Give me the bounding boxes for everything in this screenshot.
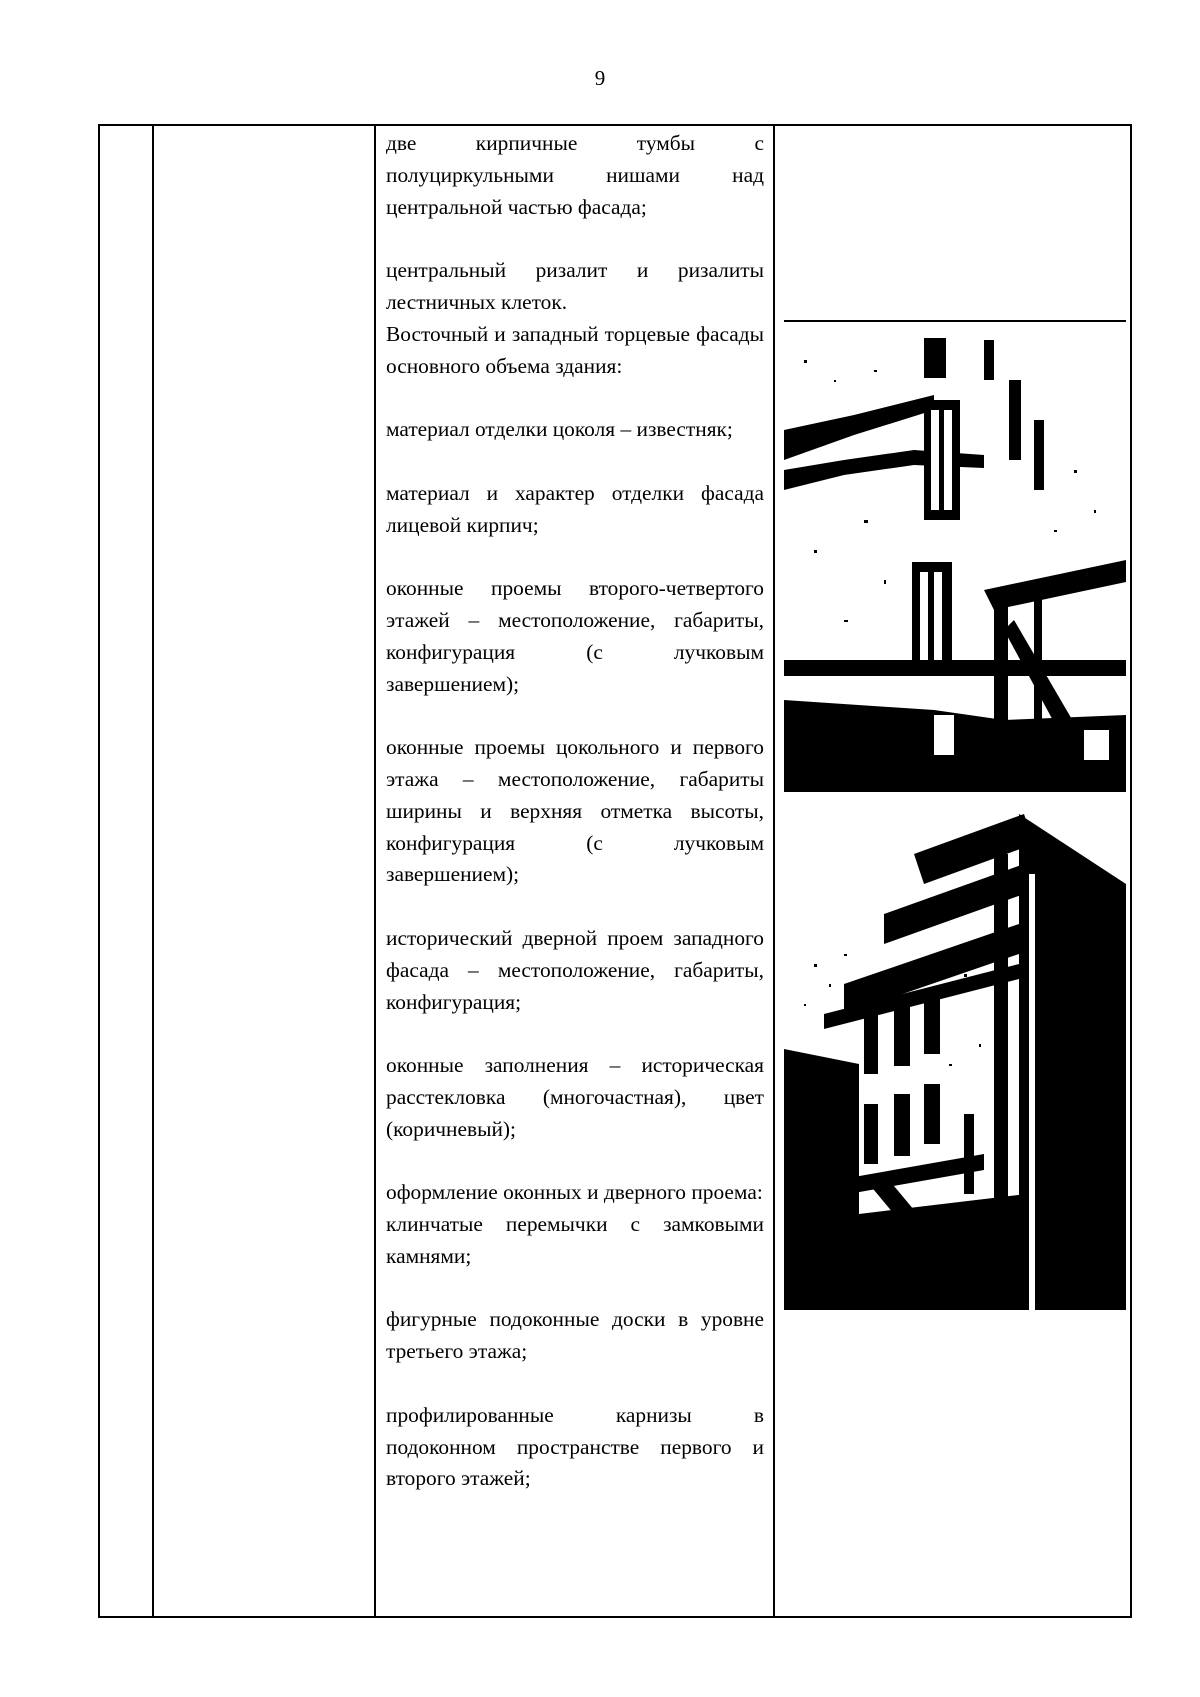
paragraph: клинчатые перемычки с замковыми камнями; [386,1212,764,1268]
table-column-divider [773,126,775,1616]
paragraph: оформление оконных и дверного проема: [386,1180,763,1205]
paragraph: центральный ризалит и ризалиты лестничных клеток. [386,258,764,314]
paragraph: две кирпичные тумбы с полуциркульными нишами над центральной частью фасада; [386,131,764,219]
table-column-divider [152,126,154,1616]
paragraph: исторический дверной проем западного фасада – местоположение, габариты, конфигурация; [386,925,764,1014]
page-number: 9 [594,66,606,90]
paragraph: профилированные карнизы в подоконном пространстве первого и второго этажей; [386,1402,764,1491]
building-facade-photo-icon [784,814,1126,1310]
paragraph: материал и характер отделки фасада лицевой кирпич; [386,480,764,537]
paragraph: фигурные подоконные доски в уровне третьего этажа; [386,1307,764,1364]
building-facade-photo-icon [784,320,1126,792]
paragraph: оконные проемы второго-четвертого этажей – местоположение, габариты, конфигурация (с лучковым завершением); [386,576,764,696]
paragraph: оконные заполнения – историческая расстекловка (многочастная), цвет (коричневый); [386,1053,764,1141]
paragraph: Восточный и западный торцевые фасады основного объема здания: [386,321,764,378]
monument-subject-table [98,124,1132,1618]
paragraph: оконные проемы цокольного и первого этажа – местоположение, габариты ширины и верхняя отметка высоты, конфигурация (с лучковым завершением); [386,735,764,887]
paragraph: материал отделки цоколя – известняк; [386,417,733,442]
protected-features-text [386,128,764,1495]
table-column-divider [374,126,376,1616]
